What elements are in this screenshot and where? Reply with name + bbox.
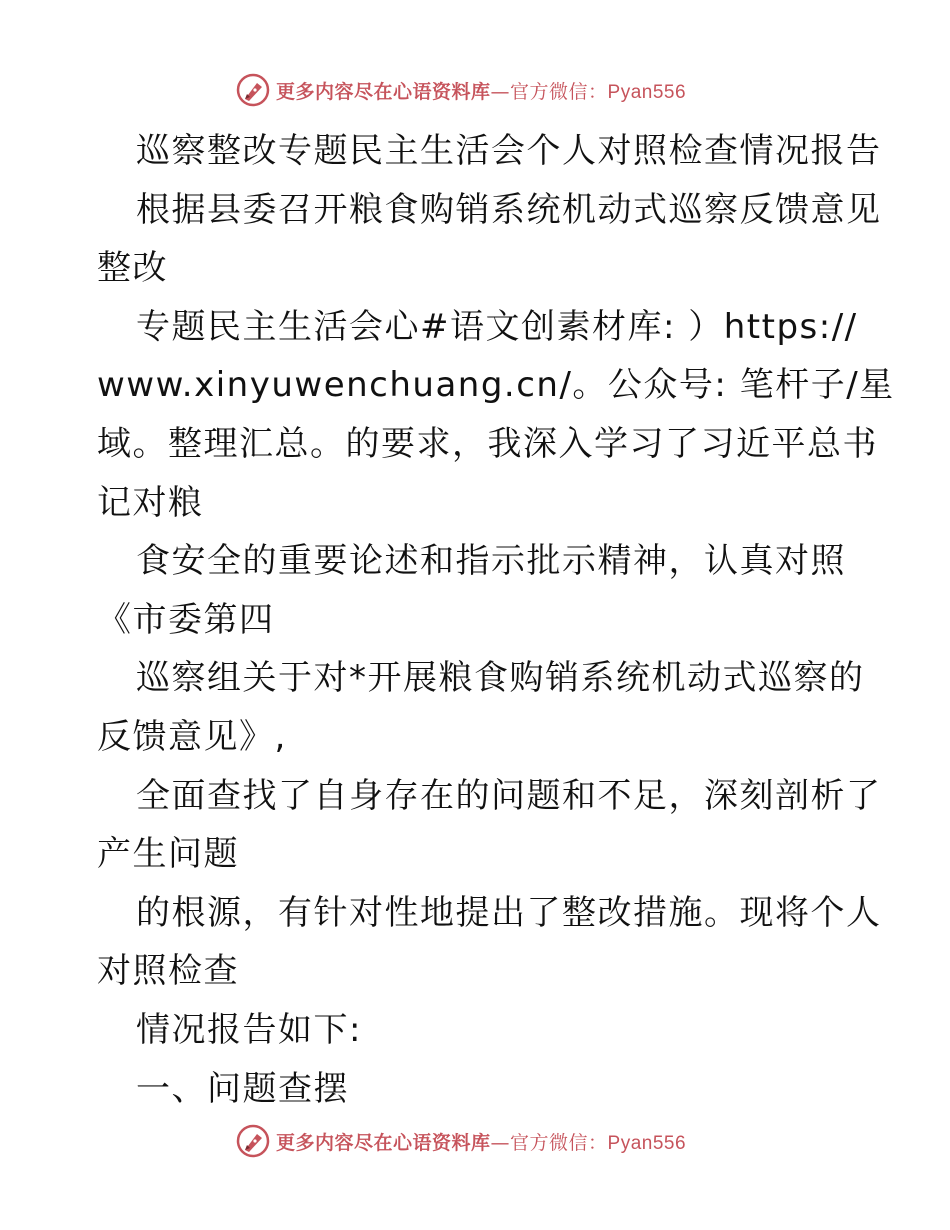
body-line: 域。整理汇总。的要求，我深入学习了习近平总书 bbox=[97, 423, 878, 464]
body-line: 对照检查 bbox=[97, 951, 239, 992]
body-line: 专题民主生活会心#语文创素材库: ）https:// bbox=[136, 306, 858, 347]
banner-wechat-label: 官方微信： bbox=[510, 80, 608, 103]
document-body bbox=[97, 122, 895, 1118]
body-line: 全面查找了自身存在的问题和不足，深刻剖析了 bbox=[136, 775, 882, 816]
document-title: 巡察整改专题民主生活会个人对照检查情况报告 bbox=[136, 131, 882, 171]
body-line: 《市委第四 bbox=[97, 599, 275, 640]
body-line: 产生问题 bbox=[97, 834, 239, 875]
banner-text bbox=[276, 1128, 686, 1155]
body-line: 食安全的重要论述和指示批示精神，认真对照 bbox=[136, 541, 846, 582]
pen-nib-logo-icon bbox=[236, 1124, 270, 1158]
banner-main-text: 更多内容尽在心语资料库 bbox=[276, 80, 491, 103]
header-banner bbox=[236, 70, 716, 110]
body-line: 记对粮 bbox=[97, 482, 204, 523]
body-line: 整改 bbox=[97, 248, 168, 289]
footer-banner bbox=[236, 1121, 716, 1161]
body-line: www.xinyuwenchuang.cn/。公众号: 笔杆子/星 bbox=[97, 365, 895, 406]
body-line: 根据县委召开粮食购销系统机动式巡察反馈意见 bbox=[136, 189, 882, 230]
banner-text bbox=[276, 77, 686, 104]
pen-nib-logo-icon bbox=[236, 73, 270, 107]
banner-dash: — bbox=[490, 80, 511, 103]
banner-wechat-label: 官方微信： bbox=[510, 1131, 608, 1154]
body-line: 情况报告如下: bbox=[136, 1009, 362, 1050]
banner-dash: — bbox=[490, 1131, 511, 1154]
banner-wechat-id: Pyan556 bbox=[607, 1132, 687, 1154]
body-line: 反馈意见》, bbox=[97, 716, 287, 757]
banner-wechat-id: Pyan556 bbox=[607, 81, 687, 103]
body-line: 巡察组关于对*开展粮食购销系统机动式巡察的 bbox=[136, 658, 865, 699]
section-heading: 一、问题查摆 bbox=[136, 1068, 349, 1109]
body-line: 的根源，有针对性地提出了整改措施。现将个人 bbox=[136, 892, 882, 933]
banner-main-text: 更多内容尽在心语资料库 bbox=[276, 1131, 491, 1154]
